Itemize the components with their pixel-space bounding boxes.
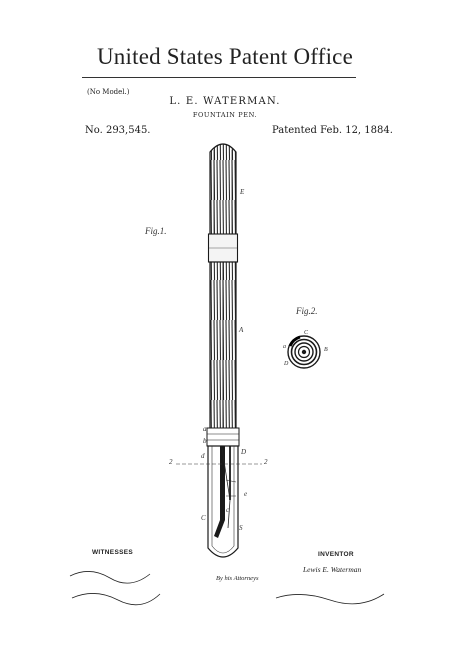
fig2-label-a: a: [283, 344, 286, 350]
fig2-cross-section: [288, 336, 320, 368]
pen-barrel: [210, 262, 236, 430]
fig2-label-B: B: [324, 347, 328, 353]
inventor-label: INVENTOR: [318, 551, 354, 558]
pen-band: [209, 234, 238, 262]
label-D: D: [241, 448, 247, 456]
label-C: C: [201, 514, 206, 522]
pen-nozzle: [207, 428, 239, 446]
invention-title: FOUNTAIN PEN.: [192, 111, 258, 119]
label-S: S: [239, 524, 243, 532]
inventor-name: L. E. WATERMAN.: [169, 96, 281, 107]
label-b: b: [203, 437, 207, 445]
fig2-label-C: C: [304, 330, 309, 336]
pen-cap: [210, 144, 236, 236]
label-a-nozzle: a: [203, 425, 207, 433]
label-a-barrel: A: [239, 326, 244, 334]
label-c: c: [226, 506, 230, 514]
fig2-label: Fig.2.: [296, 306, 318, 316]
witnesses-label: WITNESSES: [92, 549, 133, 556]
attorneys-note: By his Attorneys: [216, 575, 259, 582]
label-e-feed: e: [244, 490, 248, 498]
label-d: d: [201, 452, 205, 460]
model-note: (No Model.): [87, 88, 130, 96]
fig2-label-D: D: [284, 361, 289, 367]
patent-number: No. 293,545.: [85, 125, 151, 136]
label-section-left: 2: [169, 458, 173, 466]
document-title: United States Patent Office: [97, 44, 353, 69]
label-section-right: 2: [264, 458, 268, 466]
fig1-label: Fig.1.: [145, 226, 167, 236]
inventor-signature: Lewis E. Waterman: [303, 565, 362, 574]
label-e-cap: E: [240, 188, 245, 196]
pen-feed-section: [176, 446, 262, 557]
patent-date: Patented Feb. 12, 1884.: [272, 125, 393, 136]
